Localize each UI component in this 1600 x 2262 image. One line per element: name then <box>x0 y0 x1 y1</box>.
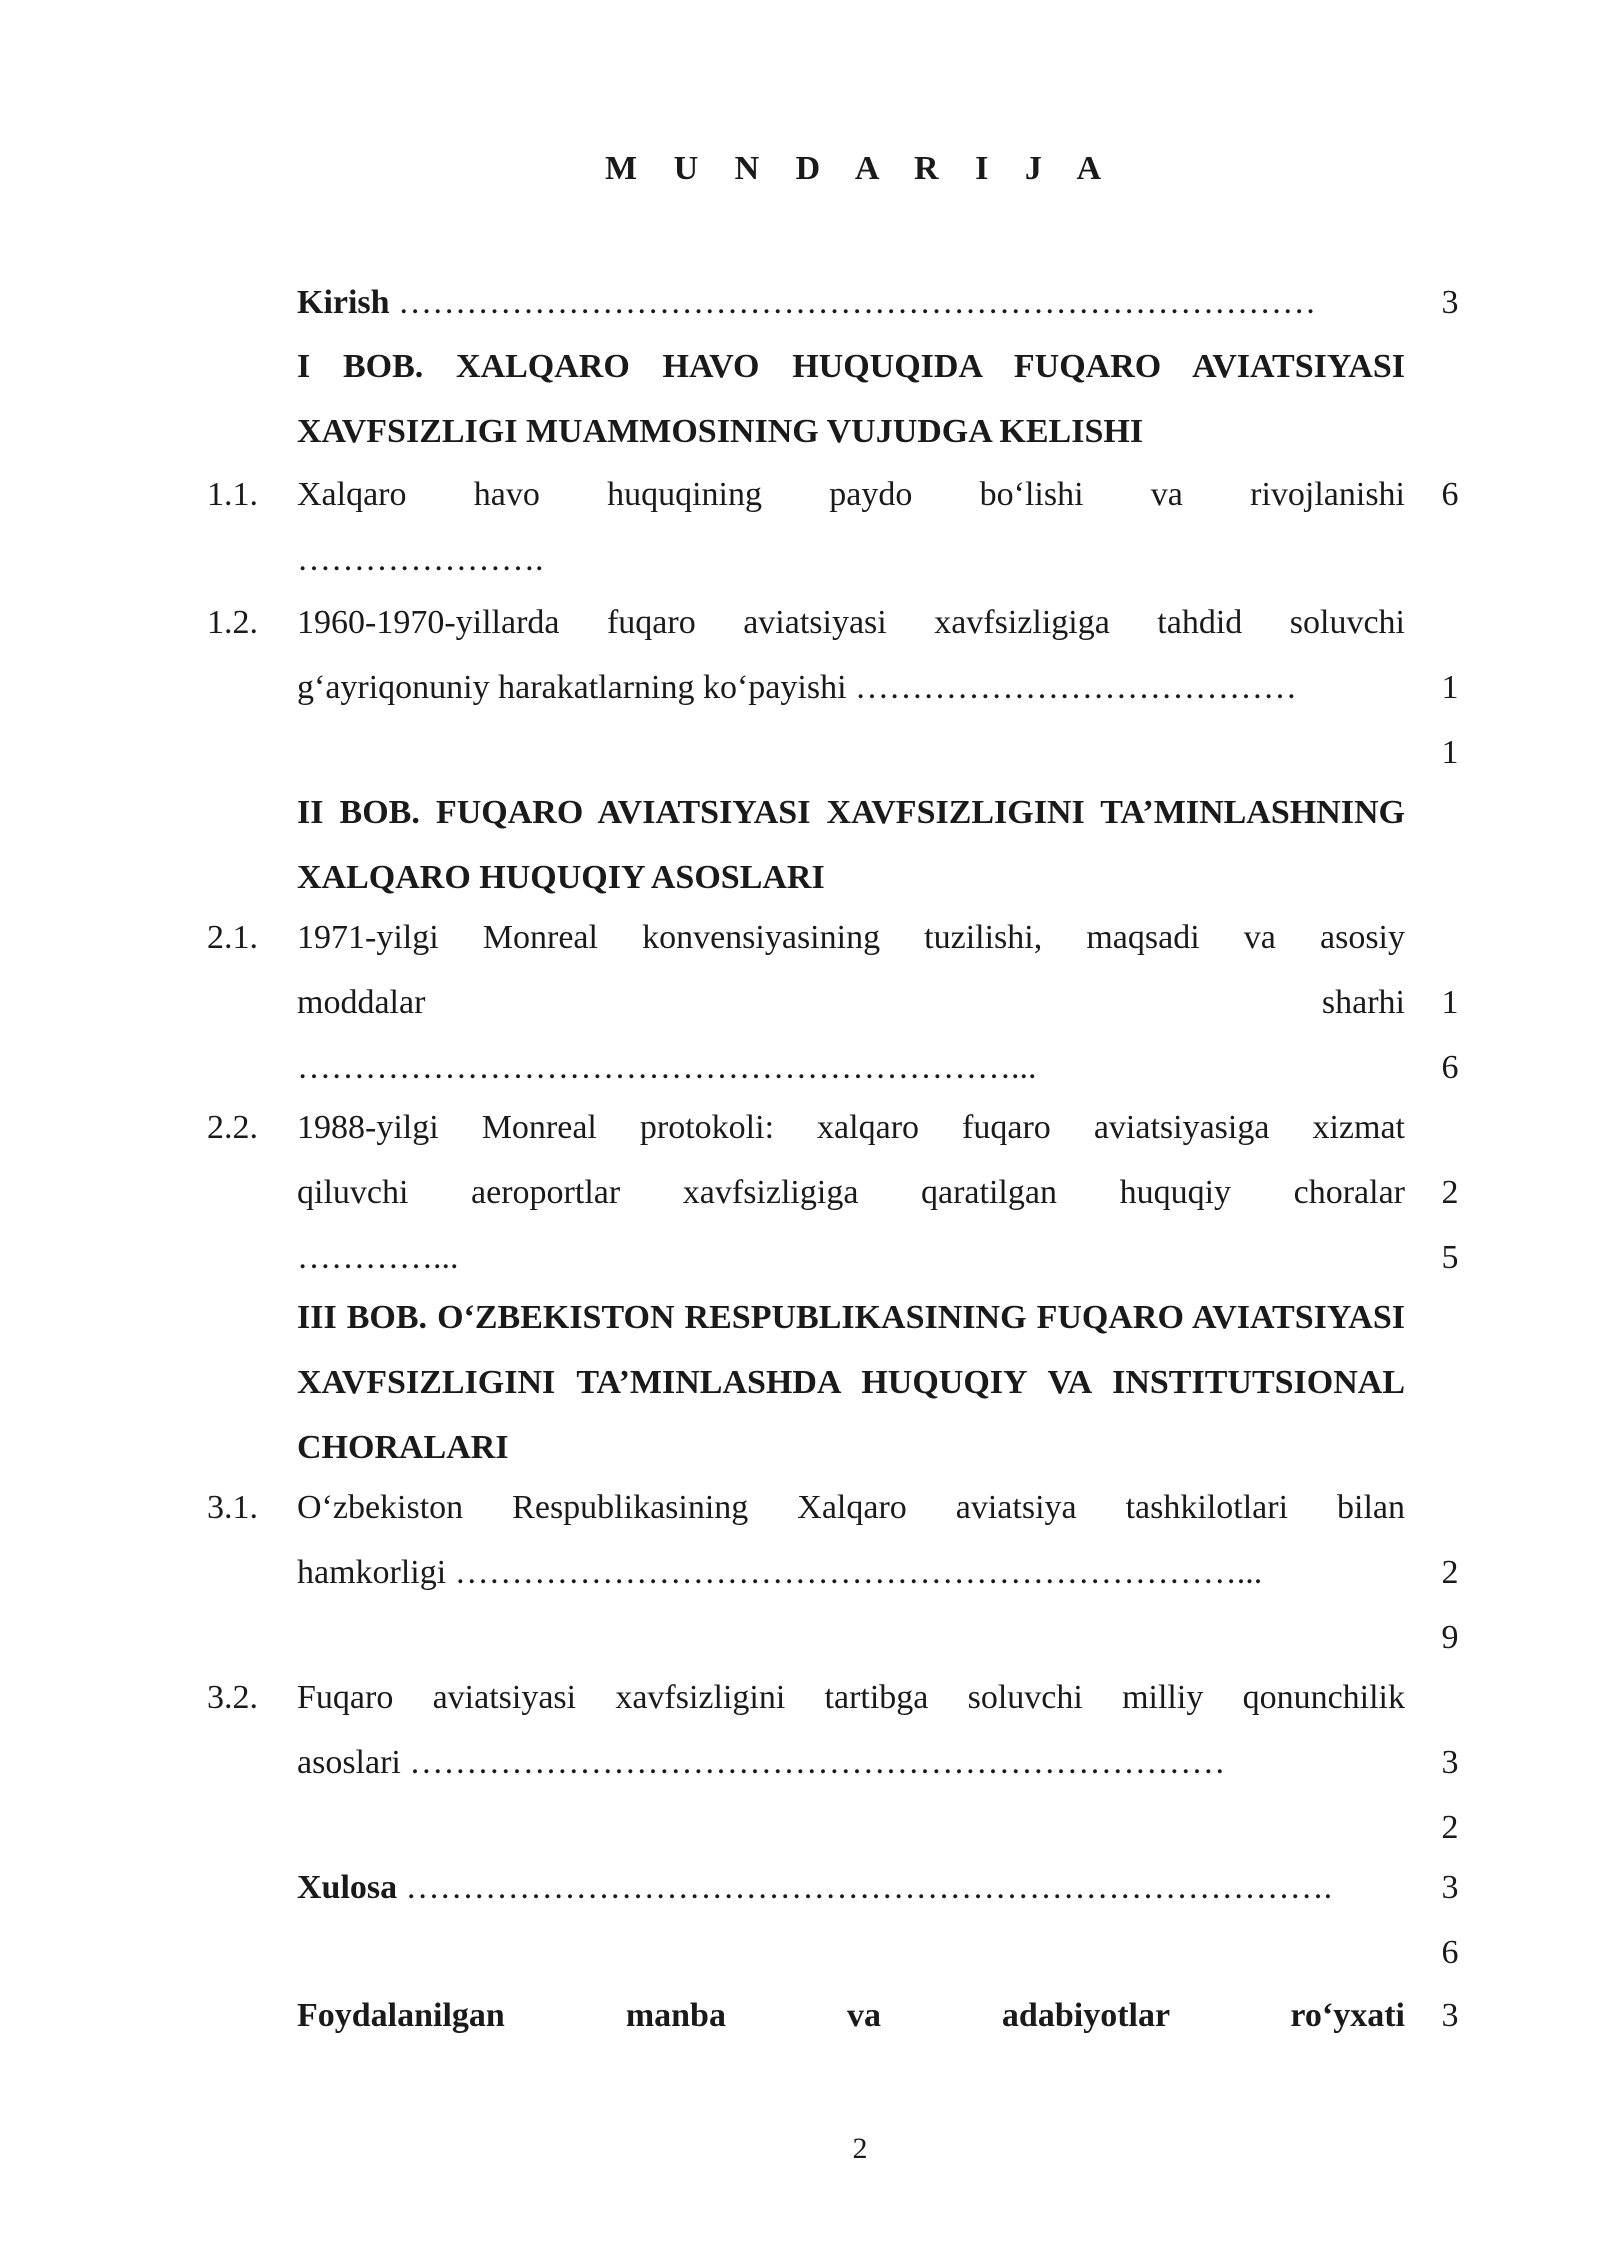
toc-leader-dots: ……………………………………………………………………… <box>389 284 1317 321</box>
toc-entry-line: qiluvchi aeroportlar xavfsizligiga qaratilgan huquqiy choralar <box>297 1174 1405 1211</box>
toc-entry-line: g‘ayriqonuniy harakatlarning ko‘payishi ………………………………… <box>297 669 1298 706</box>
toc-page-number: 1 <box>1441 669 1459 706</box>
page-title: M U N D A R I J A <box>604 150 1116 187</box>
toc-entry-text <box>297 1855 1405 1920</box>
toc-section-number: 1.2. <box>207 604 258 641</box>
toc-entry-line: moddalar sharhi <box>297 984 1405 1021</box>
toc-entry-label: Foydalanilgan manba va adabiyotlar ro‘yxati <box>297 1997 1405 2034</box>
toc-section-number: 3.1. <box>207 1489 258 1526</box>
toc-page-number: 6 <box>1441 476 1459 513</box>
toc-leader-dots: …………... <box>297 1239 459 1276</box>
toc-entry-line: O‘zbekiston Respublikasining Xalqaro aviatsiya tashkilotlari bilan <box>297 1489 1405 1526</box>
footer-page-number: 2 <box>852 2132 868 2165</box>
toc-section-number: 1.1. <box>207 476 258 513</box>
toc-leader-dots: ………………………………………………………... <box>297 1049 1037 1086</box>
toc-entry-line: Xalqaro havo huquqining paydo bo‘lishi va rivojlanishi <box>297 476 1405 513</box>
toc-leader-dots: ………………………………………………………………………. <box>397 1869 1333 1906</box>
chapter-heading-text: II BOB. FUQARO AVIATSIYASI XAVFSIZLIGINI TA’MINLASHNING XALQARO HUQUQIY ASOSLARI <box>297 794 1405 896</box>
toc-page-number: 6 <box>1441 1049 1459 1086</box>
toc-page-number: 2 <box>1441 1809 1459 1846</box>
toc-page-number: 3 <box>1441 1744 1459 1781</box>
toc-entry-line: asoslari ……………………………………………………………… <box>297 1744 1226 1781</box>
toc-page-number: 1 <box>1441 734 1459 771</box>
toc-section-number: 3.2. <box>207 1679 258 1716</box>
toc-entry-line: hamkorligi ……………………………………………………………... <box>297 1554 1263 1591</box>
toc-page-number: 1 <box>1441 984 1459 1021</box>
toc-entry-label: Xulosa <box>297 1869 398 1906</box>
toc-entry-line: 1988-yilgi Monreal protokoli: xalqaro fuqaro aviatsiyasiga xizmat <box>297 1109 1405 1146</box>
toc-page-number: 5 <box>1441 1239 1459 1276</box>
toc-section-number: 2.1. <box>207 919 258 956</box>
toc-page-number: 6 <box>1441 1934 1459 1971</box>
toc-entry-line: Fuqaro aviatsiyasi xavfsizligini tartibga soluvchi milliy qonunchilik <box>297 1679 1405 1716</box>
toc-page-number: 2 <box>1441 1554 1459 1591</box>
toc-entry-line: 1960-1970-yillarda fuqaro aviatsiyasi xavfsizligiga tahdid soluvchi <box>297 604 1405 641</box>
toc-entry-label: Kirish <box>297 284 390 321</box>
toc-page-number: 2 <box>1441 1174 1459 1211</box>
toc-entry-text <box>297 270 1405 335</box>
toc-leader-dots: …………………. <box>297 541 544 578</box>
chapter-heading-text: I BOB. XALQARO HAVO HUQUQIDA FUQARO AVIATSIYASI XAVFSIZLIGI MUAMMOSINING VUJUDGA KELISHI <box>297 348 1405 450</box>
toc-page-number: 9 <box>1441 1619 1459 1656</box>
toc-entry-line: 1971-yilgi Monreal konvensiyasining tuzilishi, maqsadi va asosiy <box>297 919 1405 956</box>
toc-page-number: 3 <box>1441 284 1459 321</box>
chapter-heading-text: III BOB. O‘ZBEKISTON RESPUBLIKASINING FUQARO AVIATSIYASI XAVFSIZLIGINI TA’MINLASHDA HUQUQIY VA INSTITUTSIONAL CHORALARI <box>297 1299 1405 1466</box>
toc-section-number: 2.2. <box>207 1109 258 1146</box>
toc-page-number: 3 <box>1441 1997 1459 2034</box>
toc-page-number: 3 <box>1441 1869 1459 1906</box>
